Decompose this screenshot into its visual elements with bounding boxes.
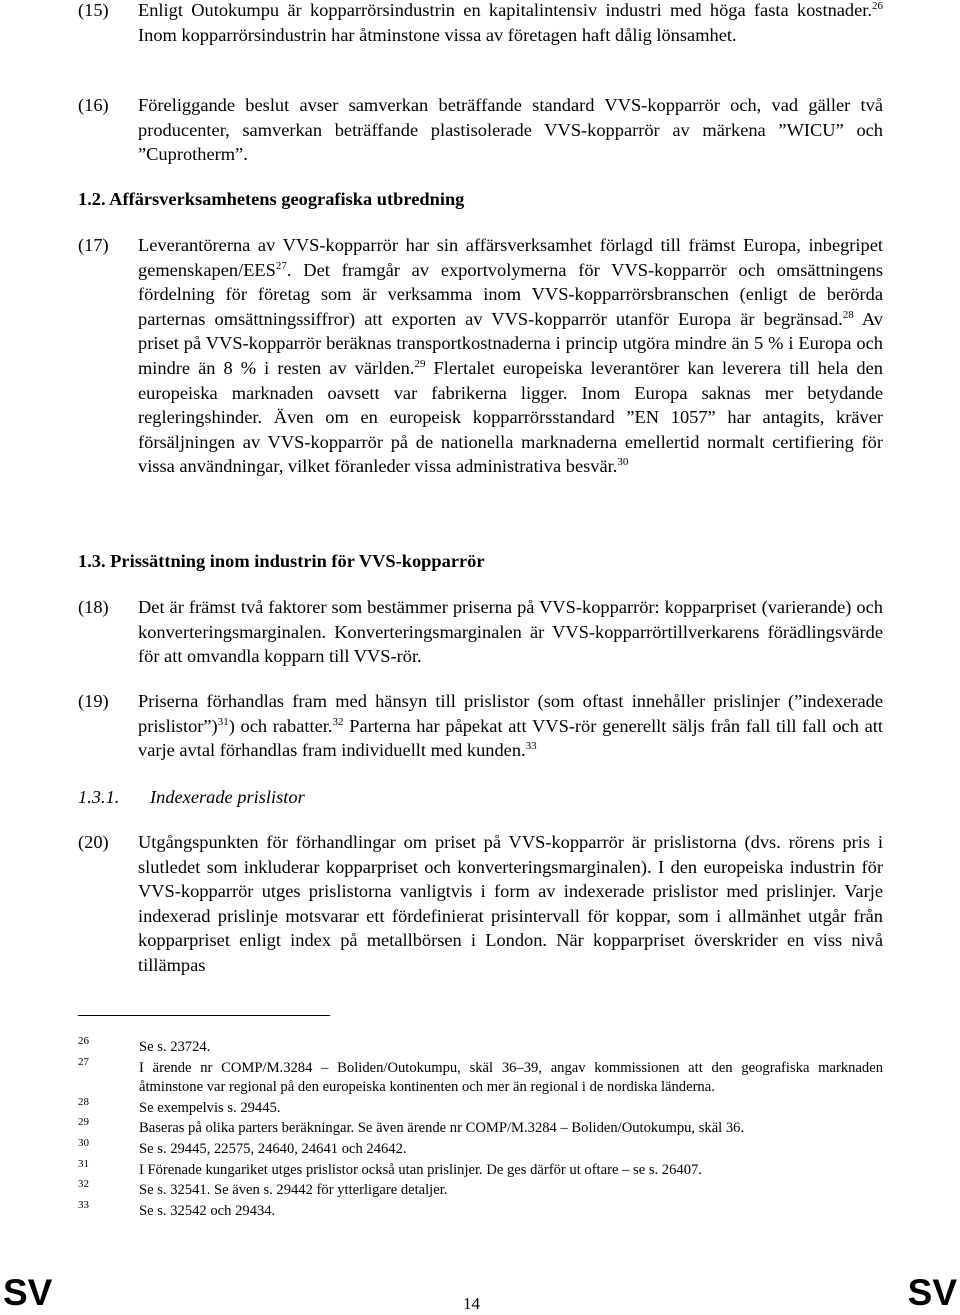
paragraph-number: (16): [78, 95, 109, 115]
footnote-number: 28: [78, 1095, 89, 1108]
footnote-ref[interactable]: 28: [842, 308, 854, 321]
paragraph-text: Priserna förhandlas fram med hänsyn till prislistor (som oftast innehåller prislinjer (”indexerade prislistor”)$^{31}$) och rabatter.$^{32}$ Parterna har påpekat att VVS-rör generellt säljs från fall till fall och att varje avtal förhandlas fram individuellt med kunden.$^{33}$: [138, 691, 883, 761]
paragraph-number: (15): [78, 0, 109, 20]
paragraph-20: [78, 830, 883, 978]
footnote-text: Se s. 32542 och 29434.: [139, 1203, 276, 1220]
footnote-32: [78, 1178, 883, 1200]
footnote-text: I ärende nr COMP/M.3284 – Boliden/Outokumpu, skäl 36–39, angav kommissionen att den geografiska marknaden åtminstone var regional på den europeiska kontinenten och mer än regional i de nordiska länderna.: [139, 1059, 883, 1095]
footnote-30: [78, 1137, 883, 1159]
footnote-ref[interactable]: 29: [414, 357, 426, 370]
paragraph-text: Utgångspunkten för förhandlingar om priset på VVS-kopparrör är prislistorna (dvs. rörens pris i slutledet som inkluderar kopparpriset och konverteringsmarginalen). I den europeiska industrin för VVS-kopparrör utges prislistorna vanligtvis i form av indexerade prislistor med prislinjer. Varje indexerad prislinje motsvarar ett fördefinierat prisintervall för koppar, som i allmänhet utgår från kopparpriset enligt index på metallbörsen i London. När kopparpriset överskrider en viss nivå tillämpas: [138, 832, 883, 975]
footnote-ref[interactable]: 33: [525, 740, 537, 753]
footnote-divider: [78, 1015, 330, 1016]
footnote-ref[interactable]: 30: [617, 456, 629, 469]
footnote-number: 32: [78, 1178, 89, 1191]
section-heading-1-2: 1.2. Affärsverksamhetens geografiska utbredning: [78, 189, 465, 209]
paragraph-text: Det är främst två faktorer som bestämmer priserna på VVS-kopparrör: kopparpriset (varierande) och konverteringsmarginalen. Konverteringsmarginalen är VVS-kopparrörtillverkarens förädlingsvärde för att omvandla kopparn till VVS-rör.: [138, 597, 883, 667]
footnote-ref[interactable]: 32: [332, 715, 344, 728]
footnote-31: [78, 1157, 883, 1180]
page-number: 14: [463, 1294, 480, 1313]
footnote-text: I Förenade kungariket utges prislistor också utan prislinjer. De ges därför ut oftare – se s. 26407.: [139, 1161, 702, 1178]
footnote-number: 26: [78, 1035, 89, 1047]
footnote-text: Se s. 29445, 22575, 24640, 24641 och 24642.: [139, 1141, 407, 1158]
footnote-27: [78, 1055, 883, 1097]
footnote-text: Se s. 32541. Se även s. 29442 för ytterligare detaljer.: [139, 1182, 448, 1199]
footnote-28: [78, 1095, 883, 1118]
subsection-title: Indexerade prislistor: [150, 787, 305, 807]
paragraph-text: Enligt Outokumpu är kopparrörsindustrin en kapitalintensiv industri med höga fasta kostnader.$^{26}$ Inom kopparrörsindustrin har åtminstone vissa av företagen haft dålig lönsamhet.: [138, 0, 883, 45]
footnote-number: 30: [78, 1137, 89, 1150]
subsection-number: 1.3.1.: [78, 787, 120, 807]
paragraph-text: Leverantörerna av VVS-kopparrör har sin affärsverksamhet förlagd till främst Europa, inbegripet gemenskapen/EES$^{27}$. Det framgår av exportvolymerna för VVS-kopparrör och omsättningens fördelning för företag som är verksamma inom VVS-kopparrörsbranschen (enligt de berörda parternas omsättningssiffror) att exporten av VVS-kopparrör utanför Europa är begränsad.$^{28}$ Av priset på VVS-kopparrör beräknas transportkostnaderna i princip utgöra mindre än 5 % i Europa och mindre än 8 % i resten av världen.$^{29}$ Flertalet europeiska leverantörer kan leverera till hela den europeiska marknaden oavsett var fabrikerna ligger. Inom Europa saknas mer betydande regleringshinder. Även om en europeisk kopparrörsstandard ”EN 1057” har antagits, kräver försäljningen av VVS-kopparrör på de nationella marknaderna emellertid normalt certifiering för vissa användningar, vilket föranleder vissa administrativa besvär.$^{30}$: [138, 235, 883, 477]
footnote-number: 27: [78, 1055, 89, 1068]
paragraph-text: Föreliggande beslut avser samverkan beträffande standard VVS-kopparrör och, vad gäller två producenter, samverkan beträffande plastisolerade VVS-kopparrör av märkena ”WICU” och ”Cuprotherm”.: [138, 95, 883, 165]
paragraph-number: (18): [78, 597, 109, 617]
paragraph-16: [78, 93, 883, 167]
footnote-text: Baseras på olika parters beräkningar. Se även ärende nr COMP/M.3284 – Boliden/Outokumpu, skäl 36.: [139, 1120, 745, 1137]
paragraph-number: (19): [78, 691, 109, 711]
footnote-26: [78, 1035, 883, 1057]
footnote-text: Se s. 23724.: [139, 1039, 211, 1055]
section-heading-1-3: 1.3. Prissättning inom industrin för VVS-kopparrör: [78, 551, 485, 571]
footnote-ref[interactable]: 27: [275, 259, 287, 272]
footnote-number: 33: [78, 1199, 89, 1212]
language-code-left: SV: [3, 1272, 53, 1313]
paragraph-number: (17): [78, 235, 109, 255]
paragraph-15: [78, 0, 883, 47]
footnote-ref[interactable]: 26: [872, 0, 883, 12]
paragraph-17: [78, 233, 883, 479]
paragraph-number: (20): [78, 832, 109, 852]
footnote-29: [78, 1116, 883, 1138]
paragraph-19: [78, 689, 883, 763]
footnote-ref[interactable]: 31: [217, 715, 229, 728]
footnote-33: [78, 1199, 883, 1221]
subsection-heading-1-3-1: [78, 785, 305, 809]
footnotes: [78, 1035, 883, 1223]
footnote-number: 29: [78, 1116, 89, 1129]
footnote-number: 31: [78, 1157, 89, 1170]
language-code-right: SV: [907, 1272, 957, 1313]
footnote-text: Se exempelvis s. 29445.: [139, 1099, 281, 1116]
paragraph-18: [78, 595, 883, 669]
